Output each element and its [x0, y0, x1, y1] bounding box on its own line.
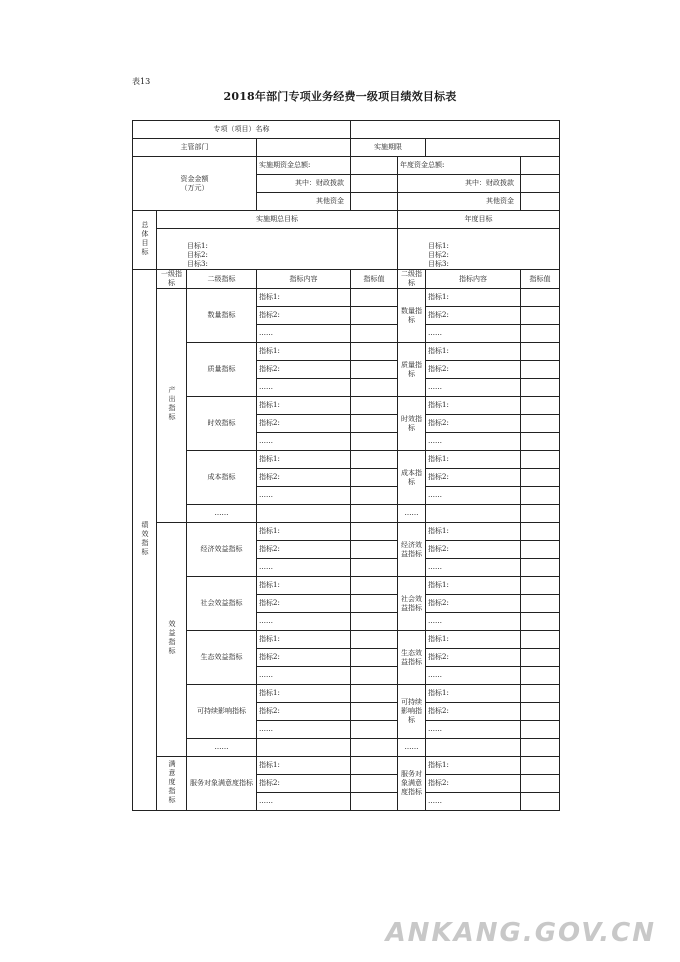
table-row [133, 343, 560, 361]
period-target-lines [157, 229, 398, 270]
indicator-item: 指标2: [257, 361, 351, 379]
indicator-item: 指标2: [257, 703, 351, 721]
annual-indicator-more: …… [426, 667, 521, 685]
annual-indicator-value [521, 667, 560, 685]
table-row [133, 577, 560, 595]
annual-indicator-value [521, 757, 560, 775]
annual-level2-category: 服务对象满意度指标 [398, 757, 426, 811]
level2-category: 成本指标 [187, 451, 257, 505]
other-funds-value [351, 193, 398, 211]
output-indicators-title-label: 产出指标 [168, 386, 176, 422]
indicator-item: 指标1: [257, 289, 351, 307]
table-row [133, 397, 560, 415]
indicator-value [351, 451, 398, 469]
table-row [133, 270, 560, 289]
annual-funds-label: 年度资金总额: [398, 157, 521, 175]
fiscal-appropriation-value [351, 175, 398, 193]
target-line: 目标1: [428, 242, 449, 250]
value-header: 指标值 [351, 270, 398, 289]
annual-indicator-value [521, 415, 560, 433]
annual-indicator-value [521, 325, 560, 343]
annual-level2-header: 二级指标 [398, 270, 426, 289]
project-name-label: 专项（项目）名称 [133, 121, 351, 139]
indicator-item: 指标2: [257, 595, 351, 613]
table-row [133, 289, 560, 307]
annual-funds-value [521, 157, 560, 175]
annual-indicator-item: 指标2: [426, 703, 521, 721]
annual-indicator-item: 指标2: [426, 307, 521, 325]
table-row [133, 757, 560, 775]
annual-level2-category: 质量指标 [398, 343, 426, 397]
indicator-value [351, 415, 398, 433]
satisfaction-indicators-title-label: 满意度指标 [168, 759, 176, 805]
indicator-item: 指标1: [257, 757, 351, 775]
satisfaction-indicators-title [157, 757, 187, 811]
indicator-more: …… [257, 379, 351, 397]
site-watermark: ANKANG.GOV.CN [385, 918, 656, 948]
annual-indicator-value [521, 289, 560, 307]
annual-indicator-value [521, 469, 560, 487]
target-line: 目标2: [187, 251, 208, 259]
indicator-value [351, 523, 398, 541]
table-row [133, 739, 560, 757]
annual-other-funds-label: 其他资金 [398, 193, 521, 211]
annual-indicator-item: 指标1: [426, 523, 521, 541]
fiscal-appropriation-label: 其中：财政拨款 [257, 175, 351, 193]
indicator-more: …… [257, 487, 351, 505]
annual-indicator-value [521, 631, 560, 649]
indicator-value [351, 631, 398, 649]
annual-indicator-value [521, 361, 560, 379]
fund-amount-label [133, 157, 257, 211]
annual-indicator-item: 指标2: [426, 649, 521, 667]
level2-category: 质量指标 [187, 343, 257, 397]
table-row [133, 631, 560, 649]
indicator-value [351, 361, 398, 379]
annual-more-categories: …… [398, 505, 426, 523]
indicator-item: 指标1: [257, 685, 351, 703]
indicator-more: …… [257, 613, 351, 631]
indicator-value [351, 397, 398, 415]
table-cell [521, 739, 560, 757]
annual-indicator-value [521, 523, 560, 541]
table-row [133, 229, 560, 270]
annual-indicator-more: …… [426, 433, 521, 451]
annual-target-header: 年度目标 [398, 211, 560, 229]
annual-indicator-item: 指标2: [426, 415, 521, 433]
annual-level2-category: 社会效益指标 [398, 577, 426, 631]
annual-indicator-item: 指标1: [426, 685, 521, 703]
annual-indicator-item: 指标1: [426, 343, 521, 361]
indicator-more: …… [257, 667, 351, 685]
level2-category: 经济效益指标 [187, 523, 257, 577]
table-cell [351, 505, 398, 523]
table-number: 表13 [132, 77, 151, 86]
indicator-value [351, 325, 398, 343]
overall-target-title [133, 211, 157, 270]
indicator-value [351, 685, 398, 703]
indicator-value [351, 559, 398, 577]
annual-level2-category: 生态效益指标 [398, 631, 426, 685]
indicator-value [351, 469, 398, 487]
annual-indicator-value [521, 307, 560, 325]
more-categories: …… [187, 505, 257, 523]
annual-indicator-value [521, 397, 560, 415]
indicator-item: 指标1: [257, 631, 351, 649]
competent-dept-label: 主管部门 [133, 139, 257, 157]
table-cell [257, 505, 351, 523]
period-target-header: 实施期总目标 [157, 211, 398, 229]
annual-indicator-value [521, 775, 560, 793]
indicator-value [351, 289, 398, 307]
table-row [133, 139, 560, 157]
annual-indicator-more: …… [426, 487, 521, 505]
annual-indicator-value [521, 451, 560, 469]
table-cell [257, 739, 351, 757]
annual-indicator-more: …… [426, 793, 521, 811]
indicator-value [351, 541, 398, 559]
indicator-item: 指标2: [257, 307, 351, 325]
annual-indicator-value [521, 343, 560, 361]
table-cell [351, 739, 398, 757]
more-categories: …… [187, 739, 257, 757]
performance-indicators-title [133, 270, 157, 811]
annual-fiscal-appropriation-label: 其中：财政拨款 [398, 175, 521, 193]
fund-amount-text: 资金金额 [180, 174, 209, 183]
performance-indicators-title-label: 绩效指标 [141, 520, 149, 557]
annual-target-lines [398, 229, 560, 270]
annual-indicator-value [521, 577, 560, 595]
target-line: 目标3: [187, 260, 208, 268]
indicator-item: 指标2: [257, 415, 351, 433]
competent-dept-value [257, 139, 351, 157]
annual-level2-category: 数量指标 [398, 289, 426, 343]
level2-header: 二级指标 [187, 270, 257, 289]
indicator-value [351, 343, 398, 361]
table-row [133, 685, 560, 703]
indicator-item: 指标1: [257, 523, 351, 541]
indicator-more: …… [257, 793, 351, 811]
annual-indicator-item: 指标1: [426, 631, 521, 649]
target-line: 目标3: [428, 260, 449, 268]
indicator-more: …… [257, 433, 351, 451]
annual-indicator-item: 指标2: [426, 775, 521, 793]
table-row [133, 211, 560, 229]
annual-indicator-value [521, 703, 560, 721]
level2-category: 社会效益指标 [187, 577, 257, 631]
annual-indicator-value [521, 559, 560, 577]
table-cell [426, 505, 521, 523]
annual-level2-category: 可持续影响指标 [398, 685, 426, 739]
annual-indicator-value [521, 541, 560, 559]
annual-indicator-item: 指标2: [426, 361, 521, 379]
table-cell [426, 739, 521, 757]
annual-indicator-item: 指标2: [426, 469, 521, 487]
page-title: 2018年部门专项业务经费一级项目绩效目标表 [223, 90, 457, 103]
table-cell [521, 505, 560, 523]
annual-indicator-value [521, 379, 560, 397]
indicator-item: 指标1: [257, 397, 351, 415]
indicator-item: 指标2: [257, 469, 351, 487]
indicator-value [351, 307, 398, 325]
indicator-item: 指标2: [257, 649, 351, 667]
annual-indicator-value [521, 613, 560, 631]
table-row [133, 157, 560, 175]
indicator-value [351, 613, 398, 631]
benefit-indicators-title-label: 效益指标 [168, 620, 176, 656]
performance-target-table [132, 120, 560, 811]
indicator-more: …… [257, 559, 351, 577]
annual-indicator-value [521, 487, 560, 505]
implementation-period-value [426, 139, 560, 157]
output-indicators-title [157, 289, 187, 523]
other-funds-label: 其他资金 [257, 193, 351, 211]
annual-indicator-item: 指标1: [426, 577, 521, 595]
target-line: 目标1: [187, 242, 208, 250]
annual-indicator-item: 指标2: [426, 595, 521, 613]
annual-indicator-item: 指标1: [426, 397, 521, 415]
content-header: 指标内容 [257, 270, 351, 289]
annual-indicator-item: 指标1: [426, 757, 521, 775]
indicator-value [351, 775, 398, 793]
indicator-value [351, 757, 398, 775]
indicator-item: 指标2: [257, 541, 351, 559]
indicator-value [351, 667, 398, 685]
indicator-item: 指标1: [257, 577, 351, 595]
annual-level2-category: 经济效益指标 [398, 523, 426, 577]
indicator-value [351, 793, 398, 811]
indicator-more: …… [257, 721, 351, 739]
indicator-item: 指标2: [257, 775, 351, 793]
indicator-value [351, 703, 398, 721]
annual-value-header: 指标值 [521, 270, 560, 289]
table-row [133, 505, 560, 523]
annual-indicator-more: …… [426, 379, 521, 397]
annual-more-categories: …… [398, 739, 426, 757]
total-funds-label: 实施期资金总额: [257, 157, 351, 175]
annual-level2-category: 成本指标 [398, 451, 426, 505]
total-funds-value [351, 157, 398, 175]
performance-target-sheet [132, 120, 560, 811]
level2-category: 服务对象满意度指标 [187, 757, 257, 811]
indicator-item: 指标1: [257, 451, 351, 469]
indicator-more: …… [257, 325, 351, 343]
fund-amount-text: （万元） [180, 183, 209, 192]
indicator-value [351, 649, 398, 667]
table-row [133, 523, 560, 541]
level1-header: 一级指标 [157, 270, 187, 289]
table-row [133, 451, 560, 469]
indicator-value [351, 595, 398, 613]
indicator-value [351, 721, 398, 739]
annual-indicator-item: 指标1: [426, 289, 521, 307]
level2-category: 可持续影响指标 [187, 685, 257, 739]
annual-indicator-item: 指标2: [426, 541, 521, 559]
project-name-value [351, 121, 560, 139]
annual-indicator-item: 指标1: [426, 451, 521, 469]
overall-target-title-label: 总体目标 [141, 220, 149, 257]
annual-fiscal-appropriation-value [521, 175, 560, 193]
annual-indicator-more: …… [426, 721, 521, 739]
annual-indicator-value [521, 721, 560, 739]
level2-category: 数量指标 [187, 289, 257, 343]
annual-indicator-value [521, 433, 560, 451]
indicator-value [351, 487, 398, 505]
annual-indicator-more: …… [426, 325, 521, 343]
indicator-value [351, 379, 398, 397]
annual-other-funds-value [521, 193, 560, 211]
indicator-item: 指标1: [257, 343, 351, 361]
table-row [133, 121, 560, 139]
indicator-value [351, 577, 398, 595]
level2-category: 时效指标 [187, 397, 257, 451]
annual-indicator-more: …… [426, 613, 521, 631]
level2-category: 生态效益指标 [187, 631, 257, 685]
annual-level2-category: 时效指标 [398, 397, 426, 451]
annual-indicator-value [521, 595, 560, 613]
annual-content-header: 指标内容 [426, 270, 521, 289]
annual-indicator-more: …… [426, 559, 521, 577]
annual-indicator-value [521, 649, 560, 667]
implementation-period-label: 实施期限 [351, 139, 426, 157]
target-line: 目标2: [428, 251, 449, 259]
indicator-value [351, 433, 398, 451]
benefit-indicators-title [157, 523, 187, 757]
annual-indicator-value [521, 793, 560, 811]
annual-indicator-value [521, 685, 560, 703]
